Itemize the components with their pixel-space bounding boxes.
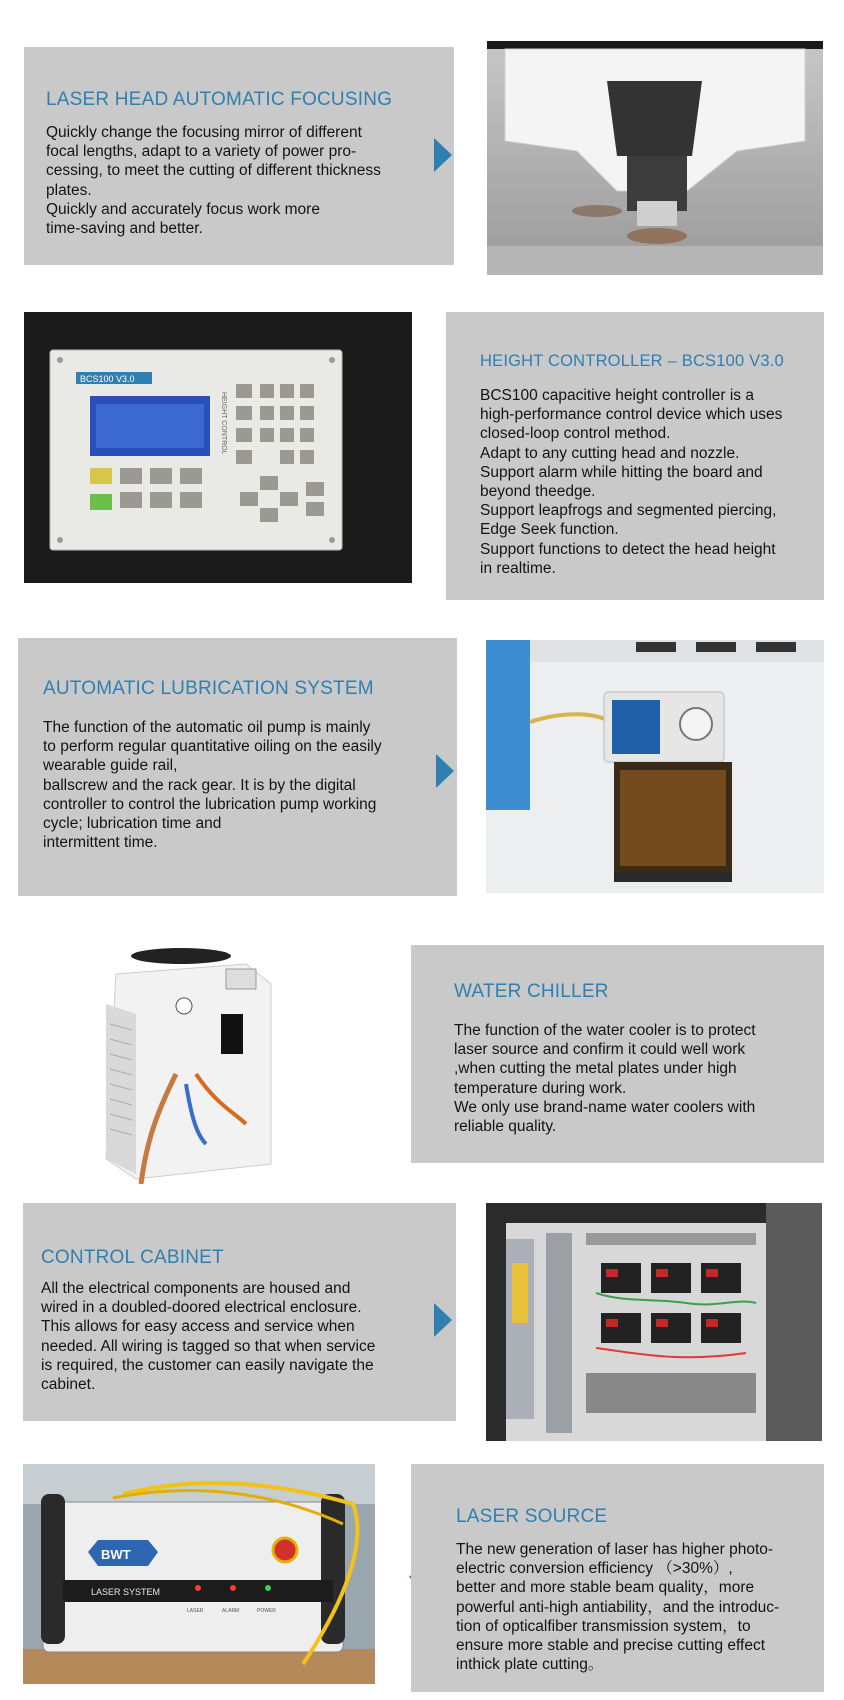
section-title: WATER CHILLER bbox=[454, 981, 609, 1002]
body-line: beyond theedge. bbox=[480, 483, 596, 501]
body-line: needed. All wiring is tagged so that when service bbox=[41, 1337, 376, 1355]
body-line: The function of the automatic oil pump is mainly bbox=[43, 719, 371, 736]
body-line: laser source and confirm it could well work bbox=[454, 1041, 746, 1059]
indicator-label: POWER bbox=[257, 1608, 276, 1614]
body-line: wired in a doubled-doored electrical enclosure. bbox=[41, 1299, 362, 1317]
section-body bbox=[46, 123, 434, 238]
body-line: Edge Seek function. bbox=[480, 521, 619, 539]
section-title: LASER SOURCE bbox=[456, 1506, 608, 1527]
feature-panel-laser-source bbox=[411, 1464, 824, 1692]
body-line: Adapt to any cutting head and nozzle. bbox=[480, 444, 740, 462]
body-line: closed-loop control method. bbox=[480, 425, 671, 443]
body-line: ,when cutting the metal plates under high bbox=[454, 1060, 737, 1078]
body-line: high-performance control device which uses bbox=[480, 406, 783, 424]
body-line: BCS100 capacitive height controller is a bbox=[480, 387, 754, 404]
body-line: tion of opticalfiber transmission system，to bbox=[456, 1617, 751, 1635]
body-line: to perform regular quantitative oiling on the easily bbox=[43, 738, 382, 756]
body-line: better and more stable beam quality，more bbox=[456, 1579, 755, 1597]
body-line: is required, the customer can easily navigate the bbox=[41, 1356, 374, 1374]
feature-panel-water-chiller bbox=[411, 945, 824, 1163]
body-line: The function of the water cooler is to protect bbox=[454, 1022, 756, 1039]
arrow-right-icon bbox=[436, 754, 454, 788]
body-line: plates. bbox=[46, 181, 92, 199]
body-line: Support alarm while hitting the board and bbox=[480, 463, 763, 481]
height-controller-photo bbox=[24, 312, 412, 583]
body-line: focal lengths, adapt to a variety of power pro- bbox=[46, 143, 357, 161]
section-title: CONTROL CABINET bbox=[41, 1247, 224, 1268]
indicator-label: LASER bbox=[187, 1608, 204, 1614]
body-line: time-saving and better. bbox=[46, 220, 203, 238]
body-line: This allows for easy access and service when bbox=[41, 1318, 355, 1336]
control-cabinet-photo bbox=[486, 1203, 822, 1441]
section-title: AUTOMATIC LUBRICATION SYSTEM bbox=[43, 678, 374, 699]
lubrication-pump-photo bbox=[486, 640, 824, 893]
arrow-right-icon bbox=[434, 1303, 452, 1337]
brand-logo: BWT bbox=[101, 1547, 131, 1562]
section-title: LASER HEAD AUTOMATIC FOCUSING bbox=[46, 89, 393, 110]
section-body bbox=[480, 386, 814, 578]
body-line: The new generation of laser has higher photo- bbox=[456, 1541, 774, 1558]
section-body bbox=[41, 1279, 446, 1394]
body-line: Support functions to detect the head height bbox=[480, 540, 776, 558]
body-line: cessing, to meet the cutting of different thickness bbox=[46, 162, 381, 180]
water-chiller-photo bbox=[96, 944, 306, 1184]
body-line: intermittent time. bbox=[43, 834, 158, 852]
body-line: Quickly and accurately focus work more bbox=[46, 200, 320, 218]
device-label: LASER SYSTEM bbox=[91, 1587, 161, 1597]
laser-head-photo bbox=[487, 41, 823, 275]
body-line: Quickly change the focusing mirror of different bbox=[46, 124, 362, 141]
body-line: controller to control the lubrication pump working bbox=[43, 795, 377, 813]
body-line: cycle; lubrication time and bbox=[43, 815, 222, 833]
body-line: inthick plate cutting。 bbox=[456, 1656, 604, 1674]
indicator-label: ALARM bbox=[222, 1608, 240, 1614]
feature-panel-height-controller bbox=[446, 312, 824, 600]
body-line: temperature during work. bbox=[454, 1079, 627, 1097]
section-body bbox=[43, 718, 447, 852]
body-line: ballscrew and the rack gear. It is by the digital bbox=[43, 776, 356, 794]
body-line: in realtime. bbox=[480, 559, 556, 577]
body-line: wearable guide rail, bbox=[43, 757, 178, 775]
section-body bbox=[454, 1021, 814, 1136]
body-line: powerful anti-high antiability，and the introduc- bbox=[456, 1598, 780, 1616]
body-line: We only use brand-name water coolers with bbox=[454, 1098, 756, 1116]
body-line: ensure more stable and precise cutting effect bbox=[456, 1637, 766, 1655]
arrow-right-icon bbox=[434, 138, 452, 172]
body-line: electric conversion efficiency （>30%）, bbox=[456, 1560, 733, 1578]
body-line: reliable quality. bbox=[454, 1118, 557, 1136]
feature-panel-control-cabinet bbox=[23, 1203, 456, 1421]
feature-panel-laser-head bbox=[24, 47, 454, 265]
section-title: HEIGHT CONTROLLER – BCS100 V3.0 bbox=[480, 352, 784, 370]
body-line: cabinet. bbox=[41, 1376, 96, 1394]
section-body bbox=[456, 1540, 816, 1674]
laser-source-photo bbox=[23, 1464, 375, 1684]
device-label: BCS100 V3.0 bbox=[80, 374, 135, 384]
feature-panel-lubrication bbox=[18, 638, 457, 896]
side-label: HEIGHT CONTROL bbox=[220, 392, 227, 455]
body-line: All the electrical components are housed and bbox=[41, 1280, 351, 1297]
body-line: Support leapfrogs and segmented piercing, bbox=[480, 502, 777, 520]
